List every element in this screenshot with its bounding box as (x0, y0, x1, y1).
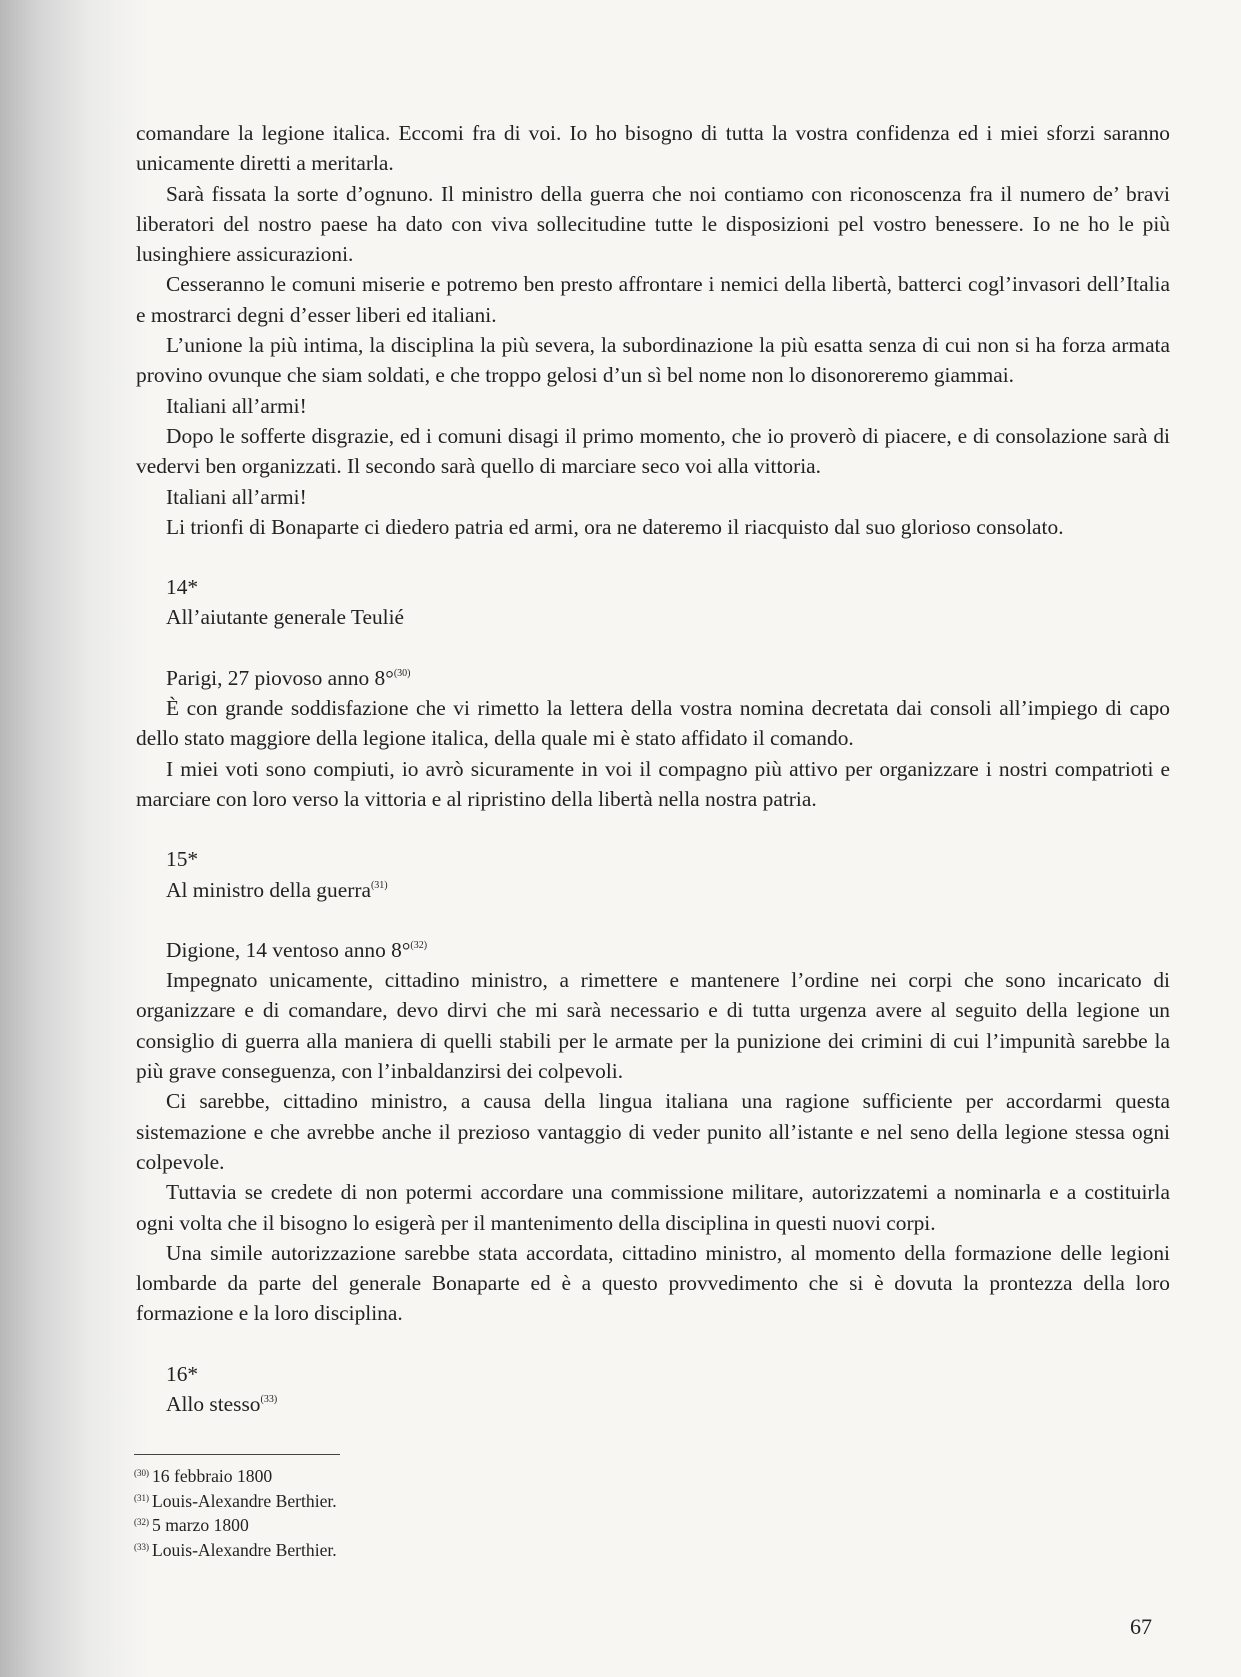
body-paragraph: Impegnato unicamente, cittadino ministro, a rimettere e mantenere l’ordine nei corpi che sono incaricato di organizzare e di comandare, devo dirvi che mi sarà necessario e di tutta urgenza avere al seguito della legione un consiglio di guerra alla maniera di quelli stabili per le armate per la punizione dei crimini di cui l’impunità sarebbe la più grave conseguenza, con l’inbaldanzirsi dei colpevoli. (136, 968, 1170, 1084)
footnote: $^{(31)}$ Louis-Alexandre Berthier. (134, 1490, 337, 1511)
footnote: $^{(33)}$ Louis-Alexandre Berthier. (134, 1539, 337, 1560)
body-paragraph: Dopo le sofferte disgrazie, ed i comuni disagi il primo momento, che io proverò di piacere, e di consolazione sarà di vedervi ben organizzati. Il secondo sarà quello di marciare seco voi alla vittoria. (136, 423, 1170, 479)
letter-place-date: Parigi, 27 piovoso anno 8°$^{(30)}$ (166, 665, 411, 690)
body-paragraph: I miei voti sono compiuti, io avrò sicuramente in voi il compagno più attivo per organizzare i nostri compatrioti e marciare con loro verso la vittoria e al ripristino della libertà nella nostra patria. (136, 756, 1170, 811)
footnote: $^{(32)}$ 5 marzo 1800 (134, 1515, 249, 1536)
footnote-mark: (33) (134, 1541, 149, 1552)
body-paragraph: Li trionfi di Bonaparte ci diedero patria ed armi, ora ne dateremo il riacquisto dal suo glorioso consolato. (166, 514, 1064, 539)
body-paragraph: Tuttavia se credete di non potermi accordare una commissione militare, autorizzatemi a nominarla e a costituirla ogni volta che il bisogno lo esigerà per il mantenimento della disciplina in questi nuovi corpi. (136, 1180, 1170, 1235)
page-number: 67 (1130, 1614, 1152, 1639)
letter-recipient: Allo stesso$^{(33)}$ (166, 1391, 278, 1416)
footnote-ref: (33) (260, 1393, 278, 1405)
letter-number: 16* (166, 1361, 199, 1386)
footnote-ref: (30) (393, 667, 411, 679)
exclamation-line: Italiani all’armi! (166, 393, 307, 418)
footnote-ref: (31) (370, 879, 388, 891)
body-paragraph: Cesseranno le comuni miserie e potremo ben presto affrontare i nemici della libertà, batterci cogl’invasori dell’Italia e mostrarci degni d’esser liberi ed italiani. (136, 272, 1170, 327)
body-paragraph: comandare la legione italica. Eccomi fra di voi. Io ho bisogno di tutta la vostra confidenza ed i miei sforzi saranno unicamente diretti a meritarla. (136, 121, 1170, 176)
footnote-mark: (31) (134, 1492, 149, 1503)
letter-place-date: Digione, 14 ventoso anno 8°$^{(32)}$ (166, 937, 428, 962)
body-paragraph: Sarà fissata la sorte d’ognuno. Il ministro della guerra che noi contiamo con riconoscenza fra il numero de’ bravi liberatori del nostro paese ha dato con viva sollecitudine tutte le disposizioni pel vostro benessere. Io ne ho le più lusinghiere assicurazioni. (136, 181, 1170, 267)
footnote-ref: (32) (410, 939, 428, 951)
footnotes (134, 1464, 834, 1562)
letter-number: 14* (166, 575, 199, 600)
body-paragraph: Una simile autorizzazione sarebbe stata accordata, cittadino ministro, al momento della formazione delle legioni lombarde da parte del generale Bonaparte ed è a questo provvedimento che si è dovuta la prontezza della loro formazione e la loro disciplina. (136, 1240, 1170, 1326)
page-body (136, 118, 1170, 1419)
body-paragraph: Ci sarebbe, cittadino ministro, a causa della lingua italiana una ragione sufficiente per accordarmi questa sistemazione e che avrebbe anche il prezioso vantaggio di veder punito all’istante e nel seno della legione stessa ogni colpevole. (136, 1089, 1170, 1174)
footnote-mark: (30) (134, 1468, 149, 1478)
body-paragraph: L’unione la più intima, la disciplina la più severa, la subordinazione la più esatta senza di cui non si ha forza armata provino ovunque che siam soldati, e che troppo gelosi d’un sì bel nome non lo disonoreremo giammai. (136, 333, 1170, 388)
body-paragraph: È con grande soddisfazione che vi rimetto la lettera della vostra nomina decretata dai consoli all’impiego di capo dello stato maggiore della legione italica, della quale mi è stato affidato il comando. (136, 696, 1170, 751)
footnote-divider (134, 1454, 340, 1455)
footnote: $^{(30)}$ 16 febbraio 1800 (134, 1466, 273, 1486)
letter-recipient: All’aiutante generale Teulié (166, 605, 405, 630)
letter-recipient: Al ministro della guerra$^{(31)}$ (166, 877, 388, 902)
exclamation-line: Italiani all’armi! (166, 484, 307, 509)
book-spine-shadow (0, 0, 150, 1677)
letter-number: 15* (166, 847, 199, 872)
footnote-mark: (32) (134, 1517, 149, 1528)
